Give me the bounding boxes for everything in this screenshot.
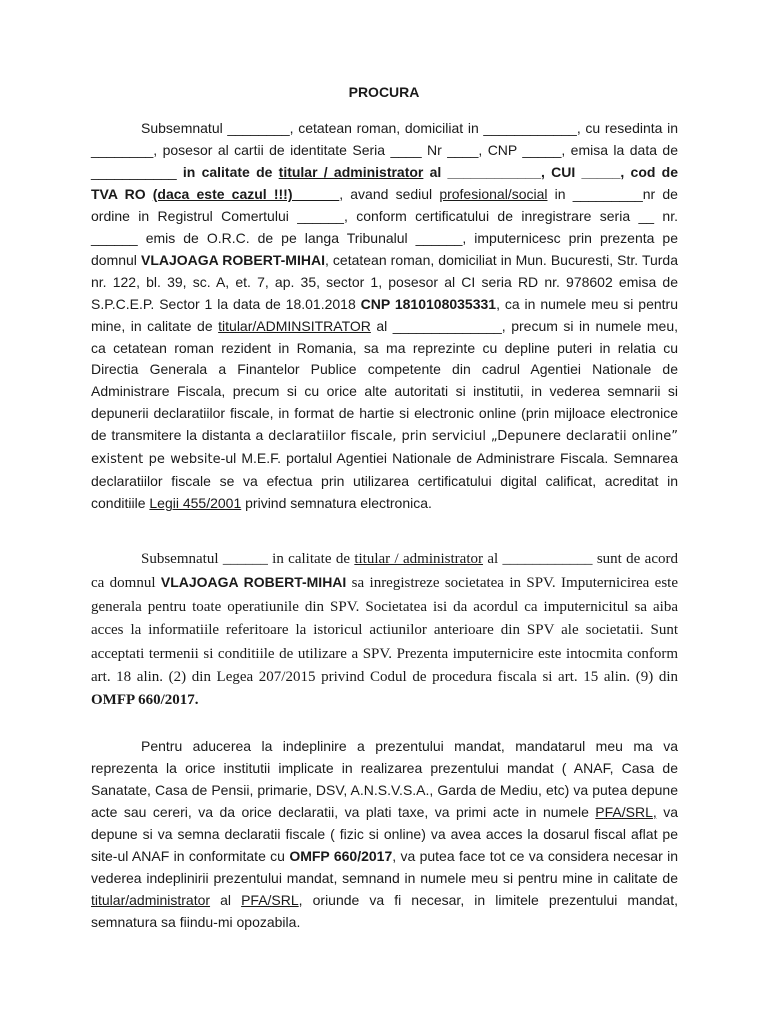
text-run: , avand sediul [339,185,440,202]
text-run: ul M.E.F. portalul Agentiei Nationale de Administrare Fiscala. Semnarea declaratiilor fiscale se va efectua prin utilizarea certificatului digital calificat, acreditat in conditiile [91,450,678,512]
paragraph-mandate-scope [91,736,678,934]
text-run: Pentru aducerea la indeplinire a prezentului mandat, mandatarul meu ma va reprezenta la orice institutii implicate in realizarea prezentului mandat ( ANAF, Casa de Sanatate, Casa de Pensii, primarie, DSV, A.N.S.V.S.A., Garda de Mediu, etc) va putea depune acte sau cereri, va da orice declaratii, va plati taxe, va primi acte in numele [91,738,678,820]
text-run: al ____________ sunt de acord ca domnul [91,551,678,592]
order-reference: OMFP 660/2017. [91,692,199,709]
text-run-underlined: titular/ADMINSITRATOR [218,317,371,334]
text-run: in _________nr de ordine in Registrul Comertului ______, conform certificatului de inregistrare seria __ nr. ______ emis de O.R.C. de pe langa Tribunalul ______, imputernicesc prin prezenta pe domnul [91,185,678,268]
text-run-small: declaratiilor fiscale, prin serviciul „Depunere declaratii online” existent pe website- [91,429,678,468]
representative-cnp: CNP 1810108035331 [360,295,497,312]
text-run: Subsemnatul ______ in calitate de [141,551,355,567]
paragraph-general-mandate [91,118,678,515]
representative-name: VLAJOAGA ROBERT-MIHAI [140,251,325,268]
text-run-underlined: profesional/social [439,185,548,202]
text-run: al ______________, precum si in numele meu, ca cetatean roman rezident in Romania, sa ma reprezinte cu depline puteri in relatia cu Directia Generala a Finantelor Publice competente din cadrul Agentiei Nationale de Administrare Fiscala, precum si cu orice alte autoritati si institutii, in vederea semnarii si depunerii declaratiilor fiscale, in format de hartie si electronic online (prin mijloace electronice de transmitere la distanta a [91,317,679,444]
text-run: al [210,891,242,908]
text-run: , ca in numele meu si pentru mine, in calitate de [91,295,679,334]
text-run-underlined: titular / administrator [354,551,483,567]
text-run: Subsemnatul ________, cetatean roman, domiciliat in ____________, cu resedinta in ________, posesor al cartii de identitate Seria ____ Nr ____, CNP _____, emisa la data de ___________ [91,120,678,180]
text-run: , va putea face tot ce va considera necesar in vederea indeplinirii prezentului mandat, semnand in numele meu si pentru mine in calitate de [91,847,678,886]
text-run: privind semnatura electronica. [241,495,432,512]
text-run: , oriunde va fi necesar, in limitele prezentului mandat, semnatura sa fiindu-mi opozabila. [91,891,678,930]
representative-name: VLAJOAGA ROBERT-MIHAI [160,574,347,591]
text-run-underlined: PFA/SRL [241,891,299,908]
text-run-bold: in calitate de titular / administrator al ____________, CUI _____, cod de TVA RO (daca este cazul !!!)______ [91,163,678,202]
law-reference-link: Legii 455/2001 [149,495,242,512]
document-title: PROCURA [348,84,420,100]
text-run-underlined: PFA/SRL, [595,803,657,820]
paragraph-spv-consent [91,548,678,713]
order-reference: OMFP 660/2017 [289,847,393,864]
text-run: , cetatean roman, domiciliat in Mun. Bucuresti, Str. Turda nr. 122, bl. 39, sc. A, et. 7, ap. 35, sector 1, posesor al CI seria RD nr. 978602 emisa de S.P.C.E.P. Sector 1 la data de 18.01.2018 [91,251,678,312]
text-run-underlined: titular/administrator [91,891,211,908]
text-run: sa inregistreze societatea in SPV. Imputernicirea este generala pentru toate operatiunile din SPV. Societatea isi da acordul ca imputernicitul sa aiba acces la informatiile referitoare la istoricul actiunilor anterioare din SPV ale societatii. Sunt acceptati termenii si conditiile de utilizare a SPV. Prezenta imputernicire este intocmita conform art. 18 alin. (2) din Legea 207/2015 privind Codul de procedura fiscala si art. 15 alin. (9) din [91,575,678,686]
text-run: va depune si va semna declaratii fiscale ( fizic si online) va avea acces la dosarul fiscal aflat pe site-ul ANAF in conformitate cu [91,803,678,864]
